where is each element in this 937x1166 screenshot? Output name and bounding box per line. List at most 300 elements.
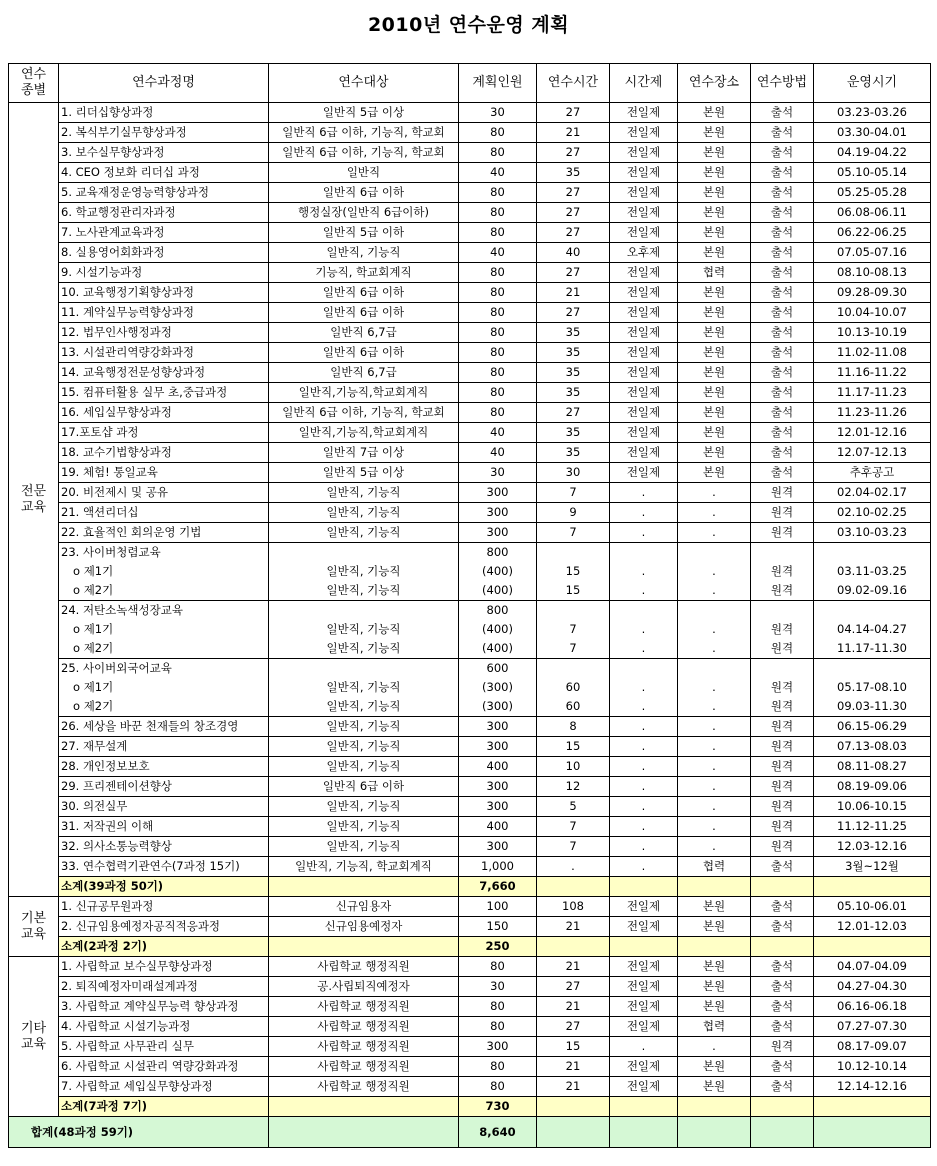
table-cell: . — [678, 483, 751, 503]
header-row — [9, 64, 931, 103]
course-name-cell: 25. 사이버외국어교육 — [59, 659, 269, 679]
table-cell: 300 — [459, 483, 537, 503]
table-cell: 06.08-06.11 — [814, 203, 931, 223]
table-cell — [610, 937, 678, 957]
course-name-cell: 20. 비전제시 및 공유 — [59, 483, 269, 503]
table-row — [9, 1017, 931, 1037]
table-cell: . — [610, 1037, 678, 1057]
table-row — [9, 897, 931, 917]
table-cell: 80 — [459, 403, 537, 423]
table-row — [9, 797, 931, 817]
category-cell: 기본 교육 — [9, 897, 59, 957]
table-cell: 협력 — [678, 857, 751, 877]
subtotal-row — [9, 937, 931, 957]
table-cell: 80 — [459, 223, 537, 243]
table-cell: 일반직 5급 이하 — [269, 223, 459, 243]
table-cell: 80 — [459, 323, 537, 343]
table-cell: . — [610, 483, 678, 503]
table-cell: 사립학교 행정직원 — [269, 1037, 459, 1057]
course-name-cell: 1. 리더십향상과정 — [59, 103, 269, 123]
table-cell — [814, 1117, 931, 1148]
table-cell: 10.04-10.07 — [814, 303, 931, 323]
table-cell: 27 — [537, 203, 610, 223]
course-name-cell: 1. 사립학교 보수실무향상과정 — [59, 957, 269, 977]
table-cell: 출석 — [751, 283, 814, 303]
table-row — [9, 977, 931, 997]
table-cell: 전일제 — [610, 143, 678, 163]
course-name-cell: 2. 복식부기실무향상과정 — [59, 123, 269, 143]
table-cell: 일반직 6급 이하 — [269, 777, 459, 797]
table-cell: 출석 — [751, 343, 814, 363]
table-cell: 원격 — [751, 678, 814, 697]
table-cell: 본원 — [678, 143, 751, 163]
table-cell: 일반직 6급 이하 — [269, 303, 459, 323]
table-cell: . — [678, 757, 751, 777]
table-cell — [610, 601, 678, 621]
table-cell: 35 — [537, 323, 610, 343]
table-cell — [751, 543, 814, 563]
table-cell: (400) — [459, 639, 537, 659]
table-cell: 출석 — [751, 1077, 814, 1097]
table-cell: 본원 — [678, 403, 751, 423]
table-cell: . — [610, 737, 678, 757]
course-name-cell: 14. 교육행정전문성향상과정 — [59, 363, 269, 383]
column-header: 계획인원 — [459, 64, 537, 103]
table-cell: 전일제 — [610, 403, 678, 423]
table-cell: 9 — [537, 503, 610, 523]
table-cell: 기능직, 학교회계직 — [269, 263, 459, 283]
table-row — [9, 123, 931, 143]
table-cell: 일반직 6,7급 — [269, 363, 459, 383]
table-cell: 1,000 — [459, 857, 537, 877]
table-cell: 05.10-06.01 — [814, 897, 931, 917]
grand-total-people: 8,640 — [459, 1117, 537, 1148]
table-cell: 7 — [537, 639, 610, 659]
table-cell: 400 — [459, 817, 537, 837]
table-cell: 30 — [459, 463, 537, 483]
table-cell: 본원 — [678, 343, 751, 363]
table-cell: 80 — [459, 383, 537, 403]
table-row — [9, 383, 931, 403]
table-cell: . — [678, 717, 751, 737]
table-cell: 8 — [537, 717, 610, 737]
table-cell: 일반직, 기능직 — [269, 837, 459, 857]
course-name-cell: 33. 연수협력기관연수(7과정 15기) — [59, 857, 269, 877]
table-cell: 15 — [537, 562, 610, 581]
table-cell: 06.16-06.18 — [814, 997, 931, 1017]
table-cell: 02.04-02.17 — [814, 483, 931, 503]
table-cell: 80 — [459, 203, 537, 223]
table-row — [9, 283, 931, 303]
table-cell: 신규임용예정자 — [269, 917, 459, 937]
table-row — [9, 1037, 931, 1057]
table-cell: 60 — [537, 678, 610, 697]
table-row — [9, 343, 931, 363]
course-name-cell: o 제2기 — [59, 697, 269, 717]
table-cell: . — [678, 581, 751, 601]
table-cell: 본원 — [678, 163, 751, 183]
table-cell: 전일제 — [610, 263, 678, 283]
table-cell: 15 — [537, 581, 610, 601]
course-name-cell: 15. 컴퓨터활용 실무 초,중급과정 — [59, 383, 269, 403]
table-cell: 80 — [459, 363, 537, 383]
table-cell: 출석 — [751, 243, 814, 263]
course-name-cell: 29. 프리젠테이션향상 — [59, 777, 269, 797]
table-cell: (400) — [459, 620, 537, 639]
table-cell — [269, 543, 459, 563]
table-cell: 원격 — [751, 757, 814, 777]
table-cell: 07.13-08.03 — [814, 737, 931, 757]
table-cell: 출석 — [751, 957, 814, 977]
table-cell: 사립학교 행정직원 — [269, 1077, 459, 1097]
table-cell: 일반직, 기능직 — [269, 581, 459, 601]
table-row — [9, 323, 931, 343]
table-cell: 본원 — [678, 917, 751, 937]
table-cell: . — [610, 837, 678, 857]
table-cell: 전일제 — [610, 443, 678, 463]
table-cell: . — [610, 757, 678, 777]
table-cell: . — [678, 737, 751, 757]
table-cell: 11.17-11.30 — [814, 639, 931, 659]
table-cell: 일반직 6,7급 — [269, 323, 459, 343]
table-cell: 일반직, 기능직 — [269, 678, 459, 697]
table-cell: 사립학교 행정직원 — [269, 1017, 459, 1037]
table-cell: 300 — [459, 837, 537, 857]
table-cell: 03.11-03.25 — [814, 562, 931, 581]
table-cell: 본원 — [678, 443, 751, 463]
course-name-cell: 19. 체험! 통일교육 — [59, 463, 269, 483]
table-cell: 출석 — [751, 363, 814, 383]
table-cell: 원격 — [751, 697, 814, 717]
course-name-cell: 23. 사이버청렴교육 — [59, 543, 269, 563]
table-cell: 11.23-11.26 — [814, 403, 931, 423]
course-name-cell: 27. 재무설계 — [59, 737, 269, 757]
table-cell: 21 — [537, 123, 610, 143]
course-name-cell: 8. 실용영어회화과정 — [59, 243, 269, 263]
table-cell — [678, 937, 751, 957]
table-row — [9, 103, 931, 123]
table-cell: 21 — [537, 997, 610, 1017]
table-cell: . — [678, 697, 751, 717]
table-cell: 본원 — [678, 1057, 751, 1077]
table-cell: 40 — [459, 243, 537, 263]
table-cell: . — [678, 837, 751, 857]
table-cell: 본원 — [678, 463, 751, 483]
table-cell: 27 — [537, 403, 610, 423]
table-cell: 출석 — [751, 263, 814, 283]
table-cell: 일반직, 기능직 — [269, 620, 459, 639]
table-cell — [610, 1097, 678, 1117]
course-name-cell: 3. 보수실무향상과정 — [59, 143, 269, 163]
table-cell: 35 — [537, 383, 610, 403]
table-row — [9, 997, 931, 1017]
table-cell: 전일제 — [610, 303, 678, 323]
table-cell: 40 — [459, 163, 537, 183]
table-cell: 본원 — [678, 203, 751, 223]
table-cell: 11.02-11.08 — [814, 343, 931, 363]
table-cell — [537, 1117, 610, 1148]
table-cell: 21 — [537, 1077, 610, 1097]
table-row — [9, 143, 931, 163]
table-cell: 전일제 — [610, 323, 678, 343]
course-name-cell: o 제2기 — [59, 581, 269, 601]
table-cell: 40 — [459, 423, 537, 443]
table-cell: 전일제 — [610, 163, 678, 183]
table-cell: 10.06-10.15 — [814, 797, 931, 817]
table-cell: 원격 — [751, 837, 814, 857]
sub-row — [9, 581, 931, 601]
table-cell: . — [610, 620, 678, 639]
table-row — [9, 777, 931, 797]
table-cell: 80 — [459, 1017, 537, 1037]
table-row — [9, 957, 931, 977]
table-cell: 27 — [537, 103, 610, 123]
table-cell: 7 — [537, 483, 610, 503]
table-cell: 본원 — [678, 303, 751, 323]
table-row — [9, 463, 931, 483]
table-cell: 05.25-05.28 — [814, 183, 931, 203]
table-cell — [814, 543, 931, 563]
table-cell: 일반직, 기능직 — [269, 523, 459, 543]
table-cell: 15 — [537, 737, 610, 757]
table-cell: 일반직 6급 이하 — [269, 183, 459, 203]
table-cell: 300 — [459, 717, 537, 737]
table-cell: 일반직,기능직,학교회계직 — [269, 383, 459, 403]
table-cell: 02.10-02.25 — [814, 503, 931, 523]
table-cell: . — [678, 620, 751, 639]
table-cell: 전일제 — [610, 1017, 678, 1037]
table-cell: 본원 — [678, 383, 751, 403]
table-cell: 80 — [459, 957, 537, 977]
table-cell: 3월~12월 — [814, 857, 931, 877]
course-name-cell: 3. 사립학교 계약실무능력 향상과정 — [59, 997, 269, 1017]
course-name-cell: 13. 시설관리역량강화과정 — [59, 343, 269, 363]
table-cell — [751, 1097, 814, 1117]
table-cell: 35 — [537, 343, 610, 363]
table-cell: . — [678, 523, 751, 543]
category-cell: 기타 교육 — [9, 957, 59, 1117]
table-cell: 공.사립퇴직예정자 — [269, 977, 459, 997]
table-cell: 출석 — [751, 403, 814, 423]
table-cell: 출석 — [751, 143, 814, 163]
table-cell: 출석 — [751, 1017, 814, 1037]
table-cell — [537, 937, 610, 957]
course-name-cell: 5. 사립학교 사무관리 실무 — [59, 1037, 269, 1057]
table-row — [9, 717, 931, 737]
table-cell: 60 — [537, 697, 610, 717]
table-cell: 오후제 — [610, 243, 678, 263]
table-cell: . — [678, 1037, 751, 1057]
table-cell: 07.05-07.16 — [814, 243, 931, 263]
table-cell: 전일제 — [610, 363, 678, 383]
course-name-cell: o 제1기 — [59, 562, 269, 581]
course-name-cell: 22. 효율적인 회의운영 기법 — [59, 523, 269, 543]
table-cell: 04.14-04.27 — [814, 620, 931, 639]
table-cell: 35 — [537, 423, 610, 443]
table-cell: 27 — [537, 263, 610, 283]
table-cell: 108 — [537, 897, 610, 917]
table-cell: 300 — [459, 777, 537, 797]
table-cell: 일반직, 기능직 — [269, 717, 459, 737]
table-cell: 전일제 — [610, 203, 678, 223]
table-cell: 본원 — [678, 183, 751, 203]
table-cell: 전일제 — [610, 1057, 678, 1077]
subtotal-label: 소계(2과정 2기) — [59, 937, 269, 957]
page-title: 2010년 연수운영 계획 — [367, 14, 570, 36]
table-cell — [678, 543, 751, 563]
table-cell: 본원 — [678, 363, 751, 383]
column-header: 시간제 — [610, 64, 678, 103]
table-cell: 일반직, 기능직 — [269, 757, 459, 777]
table-cell: 일반직 5급 이상 — [269, 463, 459, 483]
table-cell: . — [678, 562, 751, 581]
table-cell: 원격 — [751, 483, 814, 503]
course-name-cell: 10. 교육행정기획향상과정 — [59, 283, 269, 303]
table-cell: 본원 — [678, 1077, 751, 1097]
table-row — [9, 243, 931, 263]
column-header: 연수 종별 — [9, 64, 59, 103]
column-header: 연수과정명 — [59, 64, 269, 103]
table-cell: 80 — [459, 263, 537, 283]
table-cell: 300 — [459, 797, 537, 817]
table-cell: . — [678, 817, 751, 837]
table-cell: 출석 — [751, 423, 814, 443]
table-cell: 출석 — [751, 223, 814, 243]
table-cell: 04.27-04.30 — [814, 977, 931, 997]
table-cell: 80 — [459, 123, 537, 143]
table-row — [9, 183, 931, 203]
table-cell: 본원 — [678, 223, 751, 243]
table-cell: 전일제 — [610, 183, 678, 203]
table-cell: . — [610, 503, 678, 523]
table-cell: 전일제 — [610, 957, 678, 977]
table-cell — [269, 1117, 459, 1148]
table-cell: 27 — [537, 223, 610, 243]
table-cell: 80 — [459, 1077, 537, 1097]
table-cell: 원격 — [751, 817, 814, 837]
table-cell: 12.01-12.16 — [814, 423, 931, 443]
table-cell: 7 — [537, 523, 610, 543]
table-cell: 30 — [459, 103, 537, 123]
table-cell: 본원 — [678, 243, 751, 263]
table-cell: 전일제 — [610, 383, 678, 403]
course-name-cell: 7. 노사관계교육과정 — [59, 223, 269, 243]
table-cell: 30 — [459, 977, 537, 997]
table-cell: 원격 — [751, 620, 814, 639]
table-cell: . — [678, 503, 751, 523]
column-header: 연수방법 — [751, 64, 814, 103]
column-header: 연수시간 — [537, 64, 610, 103]
table-row — [9, 503, 931, 523]
table-cell: 27 — [537, 1017, 610, 1037]
table-cell: 전일제 — [610, 1077, 678, 1097]
table-cell — [610, 659, 678, 679]
table-cell: 출석 — [751, 443, 814, 463]
group-row — [9, 659, 931, 679]
table-cell: 11.12-11.25 — [814, 817, 931, 837]
table-cell — [610, 543, 678, 563]
table-cell — [537, 1097, 610, 1117]
table-row — [9, 263, 931, 283]
table-cell: 800 — [459, 601, 537, 621]
course-name-cell: 2. 신규임용예정자공직적응과정 — [59, 917, 269, 937]
sub-row — [9, 562, 931, 581]
table-cell: 출석 — [751, 123, 814, 143]
course-name-cell: 12. 법무인사행정과정 — [59, 323, 269, 343]
table-cell: 11.17-11.23 — [814, 383, 931, 403]
table-row — [9, 423, 931, 443]
table-cell: 일반직 6급 이하 — [269, 343, 459, 363]
table-cell: 27 — [537, 183, 610, 203]
sub-row — [9, 697, 931, 717]
table-cell: 5 — [537, 797, 610, 817]
table-cell — [678, 877, 751, 897]
table-cell: 출석 — [751, 1057, 814, 1077]
table-cell: 본원 — [678, 283, 751, 303]
table-cell: 전일제 — [610, 463, 678, 483]
table-cell: 30 — [537, 463, 610, 483]
table-cell: 40 — [459, 443, 537, 463]
category-cell: 전문 교육 — [9, 103, 59, 897]
table-cell — [537, 543, 610, 563]
table-cell: . — [610, 797, 678, 817]
subtotal-people: 730 — [459, 1097, 537, 1117]
table-cell: (400) — [459, 562, 537, 581]
course-name-cell: 32. 의사소통능력향상 — [59, 837, 269, 857]
table-cell: 03.23-03.26 — [814, 103, 931, 123]
table-cell: 전일제 — [610, 917, 678, 937]
table-cell: 원격 — [751, 1037, 814, 1057]
table-cell: 21 — [537, 283, 610, 303]
table-cell — [537, 601, 610, 621]
table-cell: 09.03-11.30 — [814, 697, 931, 717]
subtotal-row — [9, 1097, 931, 1117]
table-cell: . — [678, 639, 751, 659]
table-cell: 80 — [459, 343, 537, 363]
course-name-cell: 7. 사립학교 세입실무향상과정 — [59, 1077, 269, 1097]
table-cell: 80 — [459, 997, 537, 1017]
table-cell — [751, 1117, 814, 1148]
table-cell: 08.10-08.13 — [814, 263, 931, 283]
table-cell: 12.01-12.03 — [814, 917, 931, 937]
table-cell: 일반직, 기능직 — [269, 817, 459, 837]
table-cell: 800 — [459, 543, 537, 563]
subtotal-label: 소계(39과정 50기) — [59, 877, 269, 897]
table-cell: 10 — [537, 757, 610, 777]
table-row — [9, 857, 931, 877]
table-cell: 원격 — [751, 562, 814, 581]
table-cell: (300) — [459, 697, 537, 717]
table-cell: . — [678, 678, 751, 697]
course-name-cell: 9. 시설기능과정 — [59, 263, 269, 283]
table-cell: 전일제 — [610, 977, 678, 997]
course-name-cell: o 제1기 — [59, 620, 269, 639]
table-row — [9, 303, 931, 323]
table-cell: 원격 — [751, 737, 814, 757]
course-name-cell: 16. 세입실무향상과정 — [59, 403, 269, 423]
table-cell: 7 — [537, 620, 610, 639]
table-cell: 원격 — [751, 581, 814, 601]
table-cell — [814, 1097, 931, 1117]
table-cell: 7 — [537, 837, 610, 857]
table-cell: 원격 — [751, 639, 814, 659]
table-cell: 원격 — [751, 717, 814, 737]
table-cell — [537, 877, 610, 897]
table-cell: 추후공고 — [814, 463, 931, 483]
table-cell — [814, 937, 931, 957]
table-cell: 27 — [537, 977, 610, 997]
table-cell: 일반직,기능직,학교회계직 — [269, 423, 459, 443]
